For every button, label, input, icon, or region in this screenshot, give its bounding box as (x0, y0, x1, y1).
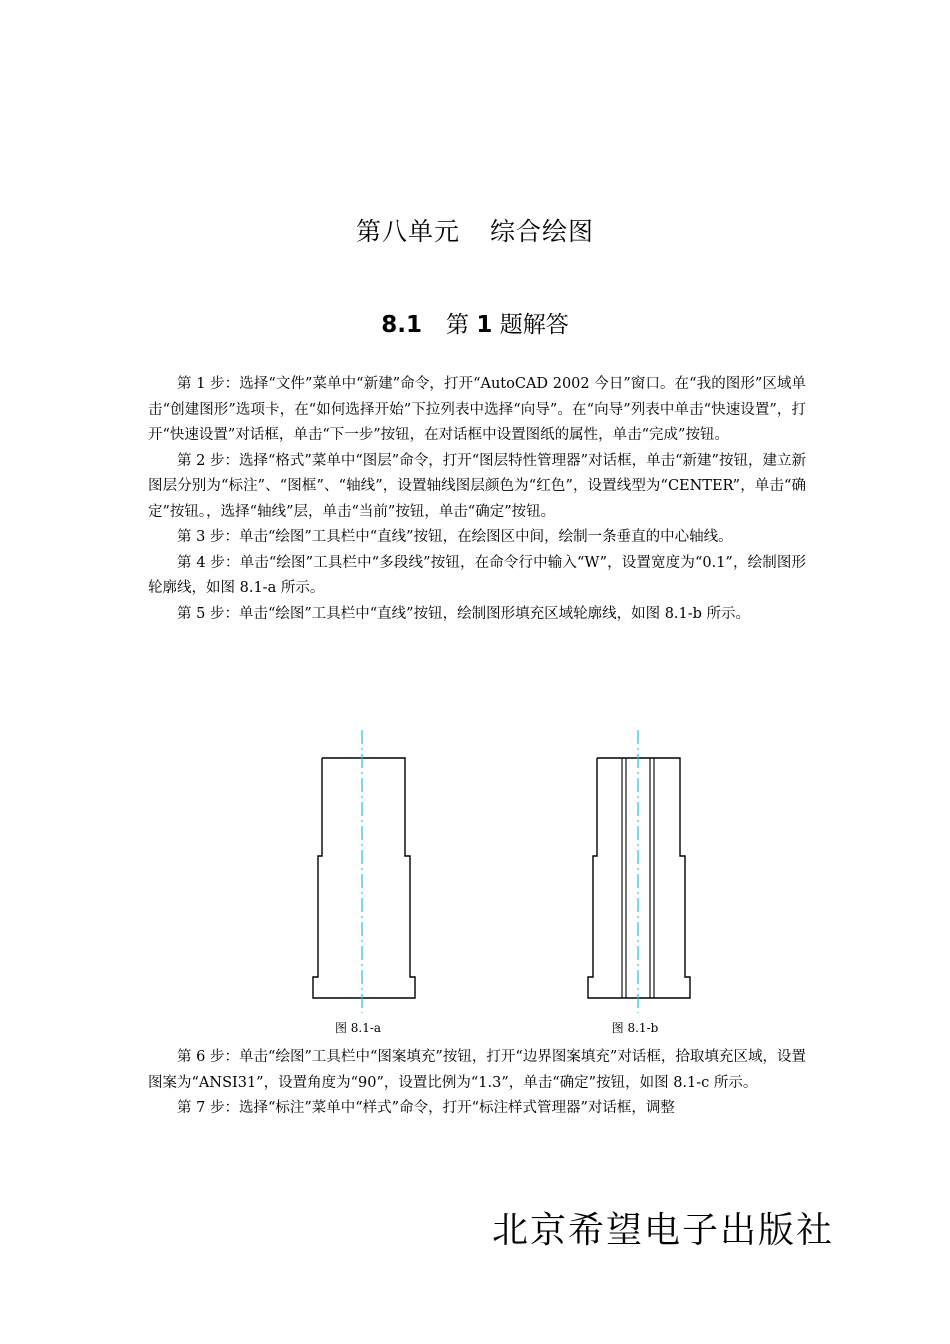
publisher-name: 北京希望电子出版社 (491, 1210, 834, 1251)
figure-8-1-b (575, 725, 705, 1015)
step-paragraph: 第 1 步：选择“文件”菜单中“新建”命令，打开“AutoCAD 2002 今日”窗口。在“我的图形”区域单击“创建图形”选项卡，在“如何选择开始”下拉列表中选择“向导”。在“向导”列表中单击“快速设置”，打开“快速设置”对话框，单击“下一步”按钮，在对话框中设置图纸的属性，单击“完成”按钮。 (148, 376, 806, 443)
step-paragraph: 第 4 步：单击“绘图”工具栏中“多段线”按钮，在命令行中输入“W”，设置宽度为“0.1”，绘制图形轮廓线，如图 8.1-a 所示。 (148, 554, 806, 596)
section-title-suffix: 题解答 (499, 312, 569, 338)
section-title-prefix: 第 (446, 312, 470, 338)
outline-profile (313, 758, 415, 998)
figure-b-caption: 图 8.1-b (611, 1021, 659, 1035)
steps-block-upper (148, 372, 806, 627)
step-paragraph: 第 7 步：选择“标注”菜单中“样式”命令，打开“标注样式管理器”对话框，调整 (177, 1100, 675, 1116)
section-title (0, 306, 950, 339)
steps-block-lower (148, 1045, 806, 1122)
unit-title (0, 212, 950, 248)
step-paragraph: 第 6 步：单击“绘图”工具栏中“图案填充”按钮，打开“边界图案填充”对话框，拾取填充区域，设置图案为“ANSI31”，设置角度为“90”，设置比例为“1.3”，单击“确定”按钮，如图 8.1-c 所示。 (148, 1049, 806, 1091)
section-title-num: 1 (476, 312, 493, 338)
step-paragraph: 第 3 步：单击“绘图”工具栏中“直线”按钮，在绘图区中间，绘制一条垂直的中心轴线。 (177, 529, 733, 545)
outline-profile (588, 758, 690, 998)
unit-number: 第八单元 (355, 217, 460, 246)
figure-8-1-a (300, 725, 430, 1015)
unit-name: 综合绘图 (490, 217, 595, 246)
step-paragraph: 第 2 步：选择“格式”菜单中“图层”命令，打开“图层特性管理器”对话框，单击“新建”按钮，建立新图层分别为“标注”、“图框”、“轴线”，设置轴线图层颜色为“红色”，设置线型为“CENTER”，单击“确定”按钮。，选择“轴线”层，单击“当前”按钮，单击“确定”按钮。 (148, 452, 806, 520)
step-paragraph: 第 5 步：单击“绘图”工具栏中“直线”按钮，绘制图形填充区域轮廓线，如图 8.1-b 所示。 (177, 605, 751, 622)
section-number: 8.1 (381, 312, 423, 338)
figure-a-caption: 图 8.1-a (334, 1021, 382, 1035)
